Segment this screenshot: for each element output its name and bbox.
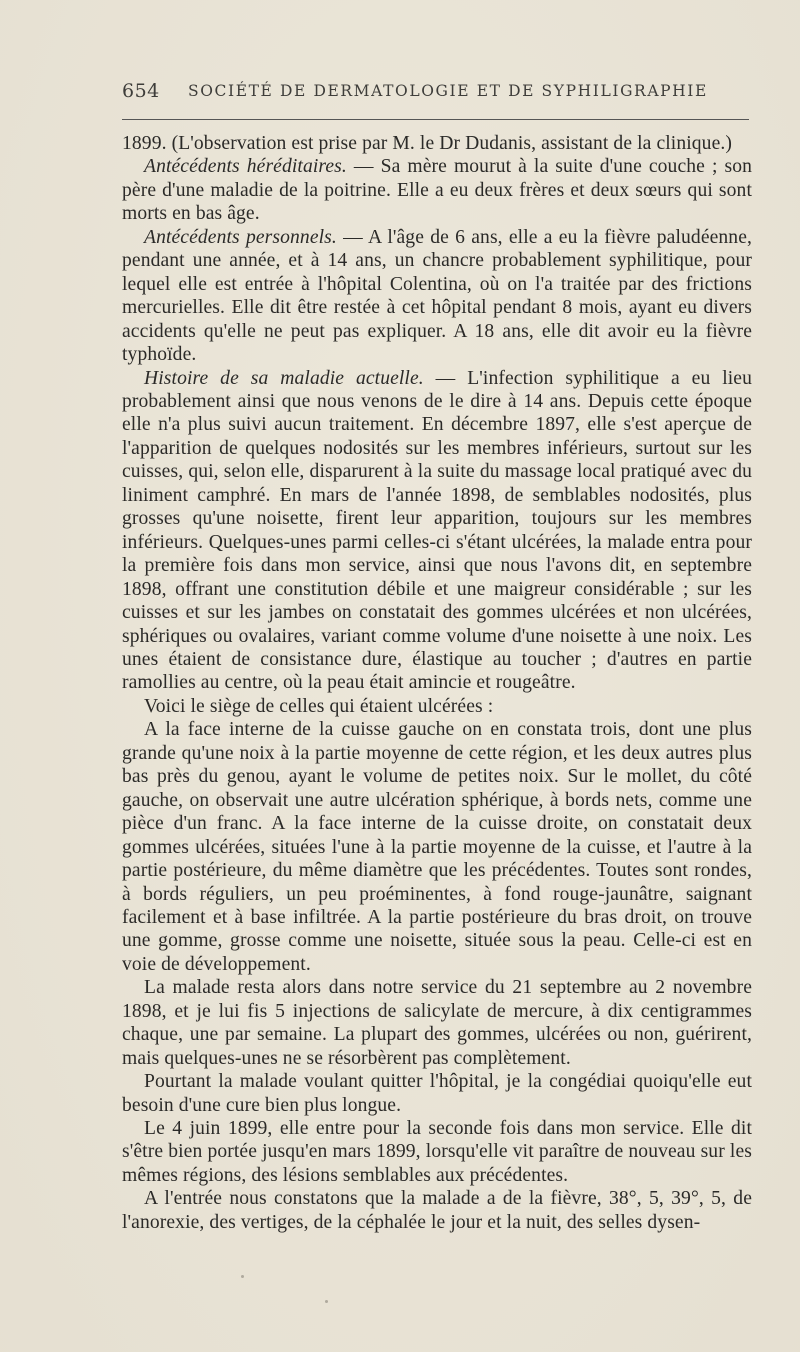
paragraph-text: — Sa mère mourut à la suite d'une couche ; son père d'une maladie de la poitrine. Elle a eu deux frères et deux sœurs qui sont morts en bas âge. — [122, 156, 752, 225]
section-heading: Antécédents personnels. — [144, 226, 337, 248]
paper-speck — [241, 1275, 244, 1278]
paragraph-text: A la face interne de la cuisse gauche on en constata trois, dont une plus grande qu'une noix à la partie moyenne de cette région, et les deux autres plus bas près du genou, ayant le volume de petites noix. Sur le mollet, du côté gauche, on observait une autre ulcération sphérique, à bords nets, comme une pièce d'un franc. A la face interne de la cuisse droite, on constatait deux gommes ulcérées, situées l'une à la partie moyenne de la cuisse, et l'autre à la partie postérieure, du même diamètre que les précédentes. Toutes sont rondes, à bords réguliers, un peu proéminentes, à fond rouge-jaunâtre, saignant facilement et à base infiltrée. A la partie postérieure du bras droit, on trouve une gomme, grosse comme une noisette, située sous la peau. Celle-ci est en voie de développement. — [122, 719, 752, 975]
paragraph — [122, 132, 752, 155]
paragraph-text: A l'entrée nous constatons que la malade a de la fièvre, 38°, 5, 39°, 5, de l'anorexie, des vertiges, de la céphalée le jour et la nuit, des selles dysen- — [122, 1188, 752, 1233]
section-heading: Antécédents héréditaires. — [144, 156, 347, 178]
paragraph — [122, 1187, 752, 1234]
running-title: SOCIÉTÉ DE DERMATOLOGIE ET DE SYPHILIGRAPHIE — [188, 82, 708, 100]
paragraph-text: — L'infection syphilitique a eu lieu probablement ainsi que nous venons de le dire à 14 ans. Depuis cette époque elle n'a plus suivi aucun traitement. En décembre 1897, elle s'est aperçue de l'apparition de quelques nodosités sur les membres inférieurs, surtout sur les cuisses, qui, selon elle, disparurent à la suite du massage local pratiqué avec du liniment camphré. En mars de l'année 1898, de semblables nodosités, plus grosses qu'une noisette, firent leur apparition, toujours sur les membres inférieurs. Quelques-unes parmi celles-ci s'étant ulcérées, la malade entra pour la première fois dans mon service, ainsi que nous l'avons dit, en septembre 1898, offrant une constitution débile et une maigreur considérable ; sur les cuisses et sur les jambes on constatait des gommes ulcérées et non ulcérées, sphériques ou ovalaires, variant comme volume d'une noisette à une noix. Les unes étaient de consistance dure, élastique au toucher ; d'autres en partie ramollies au centre, où la peau était amincie et rougeâtre. — [122, 367, 752, 694]
section-heading: Histoire de sa maladie actuelle. — [144, 367, 424, 389]
paragraph — [122, 155, 752, 225]
paragraph — [122, 1070, 752, 1117]
body-text — [122, 132, 752, 1234]
paragraph-text: Pourtant la malade voulant quitter l'hôpital, je la congédiai quoiqu'elle eut besoin d'une cure bien plus longue. — [122, 1071, 752, 1116]
running-header — [122, 78, 752, 108]
paragraph-text: — A l'âge de 6 ans, elle a eu la fièvre paludéenne, pendant une année, et à 14 ans, un chancre probablement syphilitique, pour lequel elle est entrée à l'hôpital Colentina, où on l'a traitée par des frictions mercurielles. Elle dit être restée à cet hôpital pendant 8 mois, ayant eu divers accidents qu'elle ne peut pas expliquer. A 18 ans, elle dit avoir eu la fièvre typhoïde. — [122, 226, 753, 366]
header-rule — [122, 119, 749, 120]
paragraph — [122, 1117, 752, 1187]
page-number: 654 — [122, 80, 160, 102]
paragraph — [122, 226, 752, 367]
paragraph-text: La malade resta alors dans notre service du 21 septembre au 2 novembre 1898, et je lui fis 5 injections de salicylate de mercure, à dix centigrammes chaque, une par semaine. La plupart des gommes, ulcérées ou non, guérirent, mais quelques-unes ne se résorbèrent pas complètement. — [122, 977, 752, 1069]
paper-speck — [325, 1300, 328, 1303]
paragraph-text: Le 4 juin 1899, elle entre pour la seconde fois dans mon service. Elle dit s'être bien portée jusqu'en mars 1899, lorsqu'elle vit paraître de nouveau sur les mêmes régions, des lésions semblables aux précédentes. — [122, 1118, 752, 1186]
paragraph-text: 1899. (L'observation est prise par M. le Dr Dudanis, assistant de la clinique.) — [122, 133, 732, 154]
paragraph-text: Voici le siège de celles qui étaient ulcérées : — [144, 695, 494, 717]
paragraph — [122, 367, 752, 695]
paragraph — [122, 976, 752, 1070]
paragraph — [122, 718, 752, 976]
paragraph — [122, 695, 752, 718]
